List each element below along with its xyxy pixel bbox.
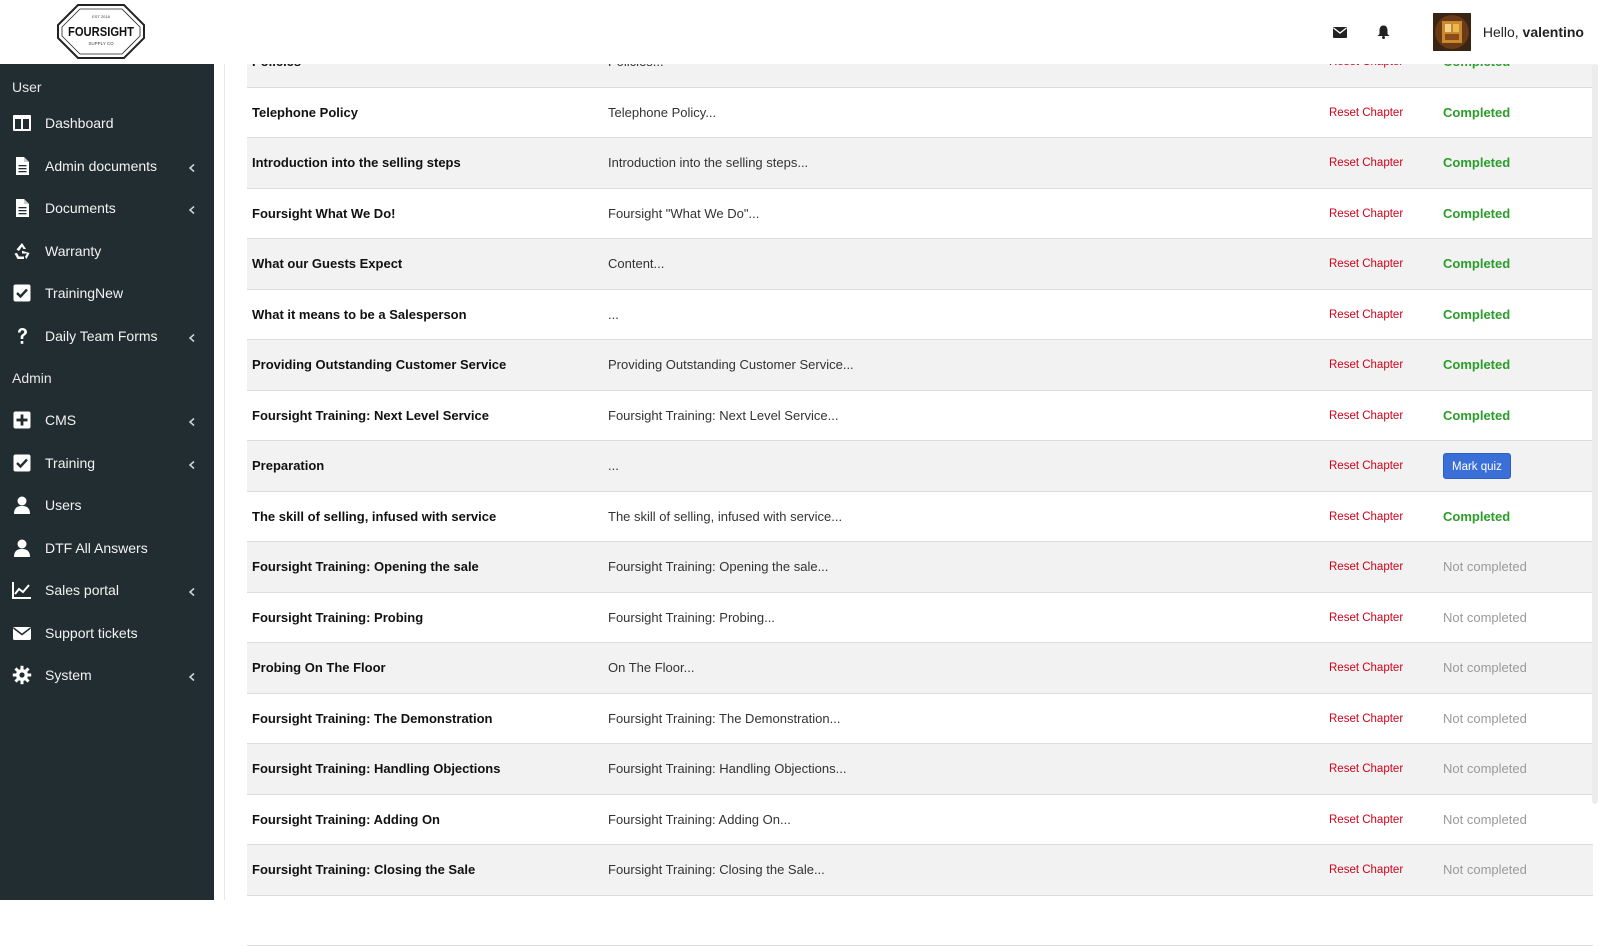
table-row — [247, 138, 1593, 189]
reset-chapter-link[interactable]: Reset Chapter — [1329, 88, 1403, 138]
reset-chapter-link[interactable]: Reset Chapter — [1329, 593, 1403, 643]
chapter-title: Foursight Training: The Demonstration — [252, 694, 493, 744]
status-badge: Completed — [1443, 391, 1510, 441]
reset-chapter-link[interactable]: Reset Chapter — [1329, 542, 1403, 592]
foursight-logo[interactable] — [56, 3, 146, 60]
status-badge: Not completed — [1443, 593, 1527, 643]
reset-chapter-link[interactable]: Reset Chapter — [1329, 492, 1403, 542]
sidebar-item-label: System — [45, 667, 92, 683]
sidebar-item-training[interactable] — [0, 442, 214, 485]
chapter-title: Foursight Training: Opening the sale — [252, 542, 479, 592]
sidebar-section-admin: Admin — [0, 357, 214, 399]
sidebar-item-documents[interactable] — [0, 187, 214, 230]
table-row — [247, 795, 1593, 846]
svg-text:SUPPLY CO: SUPPLY CO — [88, 41, 114, 46]
chapter-title: Probing On The Floor — [252, 643, 386, 693]
svg-text:FOURSIGHT: FOURSIGHT — [68, 24, 134, 39]
table-row — [247, 441, 1593, 492]
chapter-description: Providing Outstanding Customer Service... — [608, 340, 854, 390]
status-badge: Completed — [1443, 290, 1510, 340]
sidebar-item-dashboard[interactable] — [0, 102, 214, 145]
file-icon — [12, 198, 32, 218]
sidebar-item-label: Dashboard — [45, 115, 114, 131]
sidebar-item-trainingnew[interactable] — [0, 272, 214, 315]
sidebar-item-sales-portal[interactable] — [0, 569, 214, 612]
envelope-icon[interactable] — [1331, 23, 1349, 41]
check-square-icon — [12, 453, 32, 473]
bell-icon[interactable] — [1375, 23, 1393, 41]
chapter-description: Foursight Training: Handling Objections... — [608, 744, 846, 794]
chapter-description: Foursight Training: Adding On... — [608, 795, 791, 845]
file-icon — [12, 156, 32, 176]
status-badge: Completed — [1443, 189, 1510, 239]
chapter-title: Foursight Training: Next Level Service — [252, 391, 489, 441]
table-row — [247, 845, 1593, 896]
plus-square-icon — [12, 410, 32, 430]
sidebar-item-label: DTF All Answers — [45, 540, 148, 556]
sidebar-item-dtf-all-answers[interactable] — [0, 527, 214, 570]
table-row — [247, 542, 1593, 593]
chapter-title: Providing Outstanding Customer Service — [252, 340, 506, 390]
username: valentino — [1523, 24, 1584, 40]
chapter-title: Foursight Training: Closing the Sale — [252, 845, 475, 895]
table-row — [247, 391, 1593, 442]
recycle-icon — [12, 241, 32, 261]
chart-icon — [12, 580, 32, 600]
chapter-description: Telephone Policy... — [608, 88, 716, 138]
reset-chapter-link[interactable]: Reset Chapter — [1329, 441, 1403, 491]
sidebar — [0, 64, 214, 900]
table-row — [247, 694, 1593, 745]
chapter-title: Foursight What We Do! — [252, 189, 395, 239]
envelope-icon — [12, 623, 32, 643]
status-badge: Not completed — [1443, 744, 1527, 794]
sidebar-item-cms[interactable] — [0, 399, 214, 442]
avatar[interactable] — [1433, 13, 1471, 51]
table-row — [247, 340, 1593, 391]
status-badge: Completed — [1443, 239, 1510, 289]
sidebar-item-admin-documents[interactable] — [0, 145, 214, 188]
status-badge: Not completed — [1443, 542, 1527, 592]
sidebar-item-label: Sales portal — [45, 582, 119, 598]
table-row — [247, 88, 1593, 139]
chapter-title: The skill of selling, infused with service — [252, 492, 496, 542]
chapter-description: Introduction into the selling steps... — [608, 138, 808, 188]
top-header — [0, 0, 1600, 64]
chevron-left-icon — [188, 414, 196, 424]
status-badge: Not completed — [1443, 845, 1527, 895]
chapter-description: Foursight Training: Probing... — [608, 593, 775, 643]
status-badge: Not completed — [1443, 795, 1527, 845]
chapter-description: The skill of selling, infused with service... — [608, 492, 842, 542]
chapter-description: Foursight "What We Do"... — [608, 189, 759, 239]
chapter-title: Foursight Training: Adding On — [252, 795, 440, 845]
reset-chapter-link[interactable]: Reset Chapter — [1329, 845, 1403, 895]
sidebar-item-label: Support tickets — [45, 625, 138, 641]
sidebar-item-support-tickets[interactable] — [0, 612, 214, 655]
chapter-description: On The Floor... — [608, 643, 694, 693]
chapter-description: Foursight Training: Next Level Service... — [608, 391, 839, 441]
chapter-description: ... — [608, 441, 619, 491]
reset-chapter-link[interactable]: Reset Chapter — [1329, 290, 1403, 340]
chapter-title: Foursight Training: Handling Objections — [252, 744, 500, 794]
table-row — [247, 290, 1593, 341]
sidebar-item-label: Admin documents — [45, 158, 157, 174]
reset-chapter-link[interactable]: Reset Chapter — [1329, 694, 1403, 744]
status-badge: Not completed — [1443, 643, 1527, 693]
logo-badge-icon — [56, 3, 146, 60]
chapter-description: Content... — [608, 239, 664, 289]
table-row — [247, 492, 1593, 543]
user-greeting[interactable] — [1483, 24, 1584, 40]
chapter-title: What it means to be a Salesperson — [252, 290, 467, 340]
chapter-title: Preparation — [252, 441, 324, 491]
sidebar-item-users[interactable] — [0, 484, 214, 527]
sidebar-item-label: Users — [45, 497, 82, 513]
sidebar-item-system[interactable] — [0, 654, 214, 697]
chevron-left-icon — [188, 669, 196, 679]
chevron-left-icon — [188, 160, 196, 170]
reset-chapter-link[interactable]: Reset Chapter — [1329, 138, 1403, 188]
scrollbar[interactable] — [1592, 64, 1598, 804]
mark-quiz-button[interactable]: Mark quiz — [1443, 453, 1511, 479]
sidebar-item-label: CMS — [45, 412, 76, 428]
chevron-left-icon — [188, 202, 196, 212]
status-badge: Completed — [1443, 340, 1510, 390]
chapter-description: Foursight Training: Opening the sale... — [608, 542, 828, 592]
table-row — [247, 593, 1593, 644]
reset-chapter-link[interactable]: Reset Chapter — [1329, 795, 1403, 845]
table-row — [247, 189, 1593, 240]
sidebar-item-label: Training — [45, 455, 95, 471]
sidebar-item-label: Daily Team Forms — [45, 328, 158, 344]
chapter-title: Telephone Policy — [252, 88, 358, 138]
sidebar-item-warranty[interactable] — [0, 230, 214, 273]
sidebar-item-label: Documents — [45, 200, 116, 216]
question-icon — [12, 326, 32, 346]
sidebar-section-user: User — [0, 64, 214, 102]
gear-icon — [12, 665, 32, 685]
chevron-left-icon — [188, 457, 196, 467]
chapter-description: ... — [608, 290, 619, 340]
sidebar-item-label: TrainingNew — [45, 285, 123, 301]
table-row — [247, 744, 1593, 795]
status-badge: Completed — [1443, 88, 1510, 138]
dashboard-icon — [12, 113, 32, 133]
reset-chapter-link[interactable]: Reset Chapter — [1329, 643, 1403, 693]
reset-chapter-link[interactable]: Reset Chapter — [1329, 744, 1403, 794]
chapter-description: Foursight Training: Closing the Sale... — [608, 845, 825, 895]
reset-chapter-link[interactable]: Reset Chapter — [1329, 239, 1403, 289]
reset-chapter-link[interactable]: Reset Chapter — [1329, 391, 1403, 441]
svg-text:EST 2018: EST 2018 — [92, 14, 110, 19]
check-square-icon — [12, 283, 32, 303]
status-badge: Completed — [1443, 492, 1510, 542]
chapter-title: What our Guests Expect — [252, 239, 402, 289]
table-row — [247, 896, 1593, 946]
sidebar-item-label: Warranty — [45, 243, 101, 259]
chevron-left-icon — [188, 584, 196, 594]
main-content — [214, 64, 1600, 900]
chevron-left-icon — [188, 330, 196, 340]
status-badge: Not completed — [1443, 694, 1527, 744]
status-badge: Completed — [1443, 138, 1510, 188]
user-icon — [12, 495, 32, 515]
sidebar-item-daily-team-forms[interactable] — [0, 315, 214, 358]
chapter-title: Introduction into the selling steps — [252, 138, 461, 188]
reset-chapter-link[interactable]: Reset Chapter — [1329, 189, 1403, 239]
chapters-table — [247, 37, 1593, 946]
greeting-text: Hello, — [1483, 24, 1519, 40]
chapter-title: Foursight Training: Probing — [252, 593, 423, 643]
content-divider — [224, 64, 225, 900]
table-row — [247, 643, 1593, 694]
reset-chapter-link[interactable]: Reset Chapter — [1329, 340, 1403, 390]
table-row — [247, 239, 1593, 290]
user-icon — [12, 538, 32, 558]
chapter-description: Foursight Training: The Demonstration... — [608, 694, 840, 744]
